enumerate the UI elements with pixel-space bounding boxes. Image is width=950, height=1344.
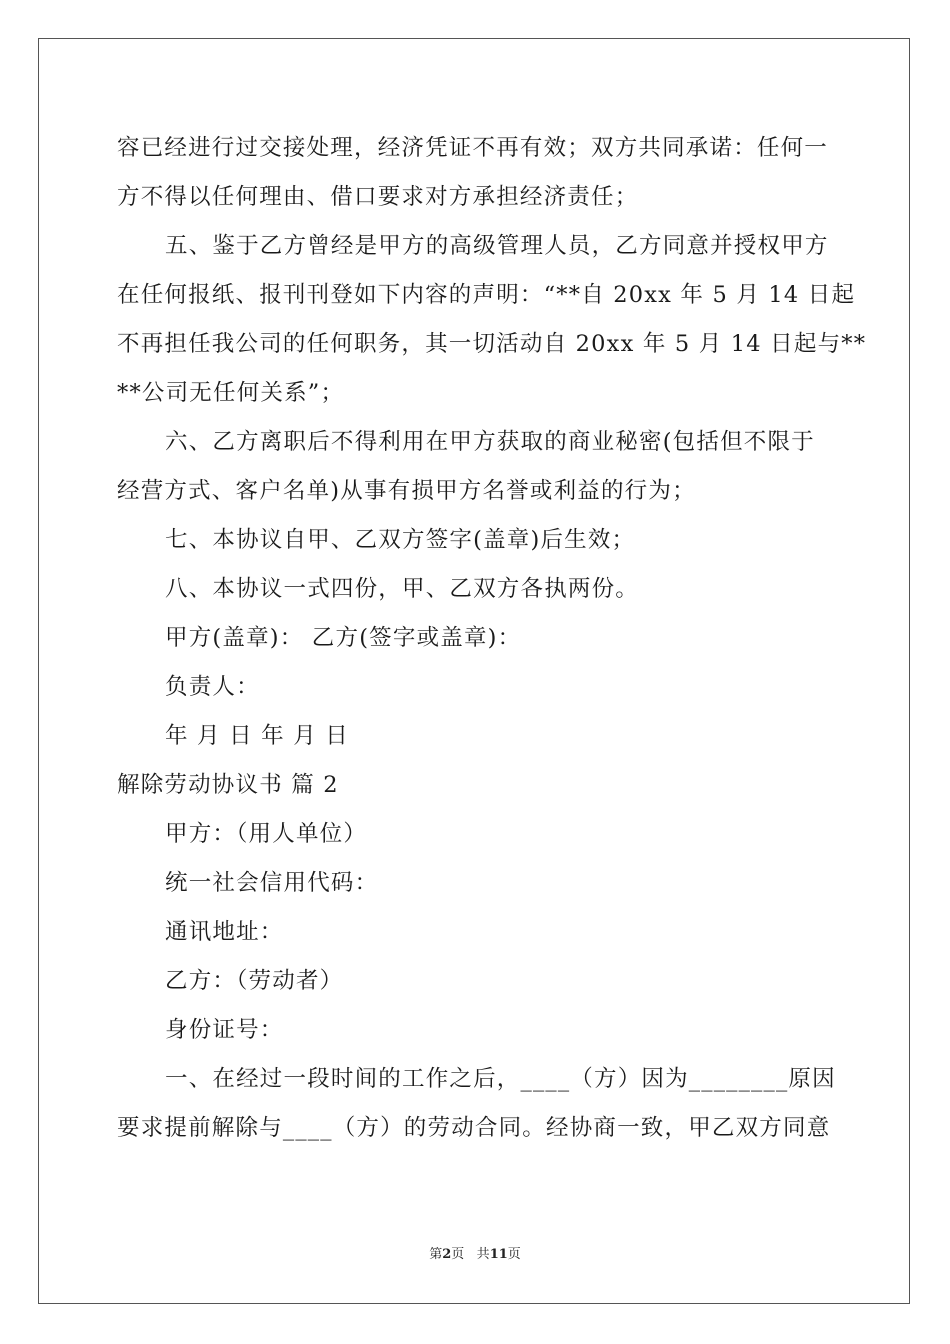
text-line: 要求提前解除与____（方）的劳动合同。经协商一致，甲乙双方同意 (117, 1115, 831, 1141)
footer-prefix: 第 (429, 1247, 443, 1262)
text-line: 六、乙方离职后不得利用在甲方获取的商业秘密(包括但不限于 (165, 429, 815, 455)
footer-total-prefix: 共 (476, 1247, 490, 1262)
text-line: 经营方式、客户名单)从事有损甲方名誉或利益的行为； (117, 478, 696, 504)
text-line: 七、本协议自甲、乙双方签字(盖章)后生效； (165, 527, 636, 553)
credit-code-line: 统一社会信用代码： (165, 870, 379, 896)
text-line: 在任何报纸、报刊刊登如下内容的声明：“**自 20xx 年 5 月 14 日起 (117, 282, 856, 308)
footer-total-suffix: 页 (507, 1247, 521, 1262)
address-line: 通讯地址： (165, 919, 284, 945)
total-pages-number: 11 (489, 1247, 508, 1262)
footer-page-suffix: 页 (451, 1247, 465, 1262)
current-page-number: 2 (442, 1247, 452, 1262)
text-line: **公司无任何关系”； (117, 380, 345, 406)
date-line: 年 月 日 年 月 日 (165, 723, 349, 749)
text-line: 不再担任我公司的任何职务，其一切活动自 20xx 年 5 月 14 日起与** (117, 331, 867, 357)
id-number-line: 身份证号： (165, 1017, 284, 1043)
document-body (117, 124, 867, 1153)
text-line: 容已经进行过交接处理，经济凭证不再有效；双方共同承诺：任何一 (117, 135, 829, 161)
page-footer (0, 1243, 950, 1262)
party-b-line: 乙方：（劳动者） (165, 968, 344, 994)
signature-line: 甲方(盖章)： 乙方(签字或盖章)： (165, 625, 522, 651)
text-line: 八、本协议一式四份，甲、乙双方各执两份。 (165, 576, 640, 602)
section-heading: 解除劳动协议书 篇 2 (117, 772, 339, 798)
responsible-person-line: 负责人： (165, 674, 260, 700)
party-a-line: 甲方：（用人单位） (165, 821, 368, 847)
text-line: 五、鉴于乙方曾经是甲方的高级管理人员，乙方同意并授权甲方 (165, 233, 829, 259)
text-line: 方不得以任何理由、借口要求对方承担经济责任； (117, 184, 639, 210)
text-line: 一、在经过一段时间的工作之后，____（方）因为________原因 (165, 1066, 836, 1092)
